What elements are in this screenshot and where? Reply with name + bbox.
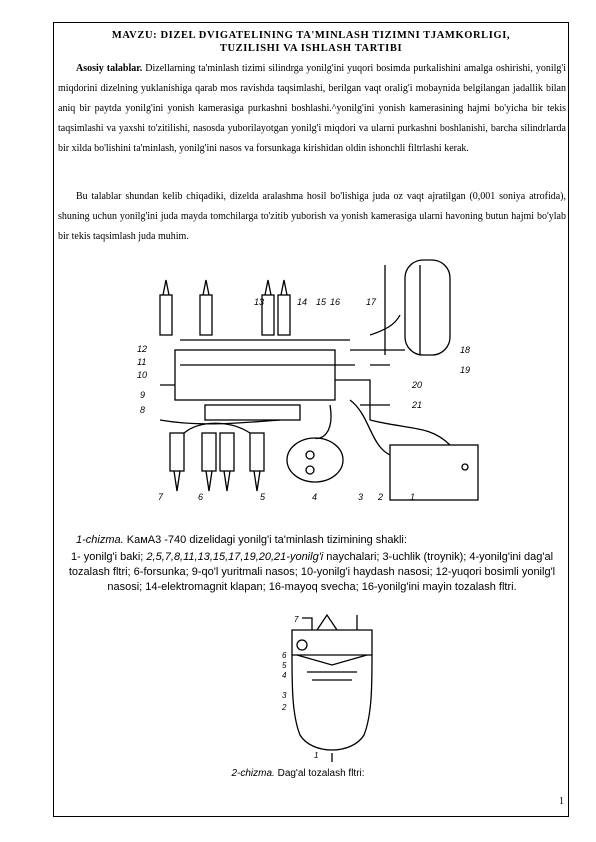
diagram-label-11: 11 bbox=[137, 357, 147, 367]
title-line-1: MAVZU: DIZEL DVIGATELINING TA'MINLASH TIZIMNI TJAMKORLIGI, bbox=[111, 30, 511, 41]
diagram-label-10: 10 bbox=[137, 370, 148, 380]
diagram-label-1: 1 bbox=[410, 492, 416, 502]
title-line-2: TUZILISHI VA ISHLASH TARTIBI bbox=[219, 43, 403, 54]
figure-2-caption bbox=[0, 768, 596, 779]
diagram-label-9: 9 bbox=[140, 390, 146, 400]
figure-2-caption-label: 2-chizma. bbox=[231, 768, 275, 779]
paragraph-reasons: Bu talablar shundan kelib chiqadiki, dizelda aralashma hosil bo'lishiga juda oz vaqt ajratilgan (0,001 soniya atrofida), shuning uchun yonilg'ini juda mayda tomchilarga to'zitib yuborish va yonish kamerasiga ularni havoning butun hajmi bo'ylab bir tekis taqsimlash juda muhim. bbox=[58, 191, 566, 242]
paragraph-requirements bbox=[58, 59, 566, 159]
figure-2-caption-text: Dag'al tozalash fltri: bbox=[274, 768, 365, 779]
diagram-label-12: 12 bbox=[137, 344, 148, 354]
filter-label-5: 5 bbox=[282, 661, 287, 670]
diagram-label-19: 19 bbox=[460, 365, 471, 375]
diagram-label-4: 4 bbox=[312, 492, 318, 502]
filter-label-4: 4 bbox=[282, 671, 287, 680]
high-pressure-pump bbox=[175, 350, 335, 400]
diagram-label-18: 18 bbox=[460, 345, 471, 355]
filter-bowl bbox=[292, 655, 372, 750]
diagram-label-5: 5 bbox=[260, 492, 266, 502]
paragraph-lead: Asosiy talablar. bbox=[76, 63, 143, 74]
upper-injectors bbox=[160, 280, 290, 335]
coarse-filter bbox=[287, 438, 343, 482]
diagram-label-6: 6 bbox=[198, 492, 204, 502]
legend-part-a: 1- yonilg'i baki; bbox=[70, 551, 147, 563]
filter-label-2: 2 bbox=[282, 703, 287, 712]
diagram-label-17: 17 bbox=[366, 297, 377, 307]
paragraph-body: Dizellarning ta'minlash tizimi silindrga yonilg'ini yuqori bosimda purkalishini amalga oshirishi, yonilg'i miqdorini dizelning yuklanishiga qarab mos ravishda taqsimlashi, berilgan vaqt oralig'i mobaynida belgilangan jadallik bilan aniq bir paytda yonilg'ini yonish kamerasiga purkashni boshlashi.^yonilg'ini yonish kamerasining hajmi bo'yicha bir tekis taqsimlashi va yaxshi to'zitilishi, nasosda yuborilayotgan yonilg'i miqdori va ularni purkashni boshlanishi, barcha silindrlarda bir xilda bo'lishini ta'minlash, yonilg'ini nasos va forsunkaga kirishidan oldin ishonchli filtrlashi kerak. bbox=[58, 63, 566, 154]
diagram-label-16: 16 bbox=[330, 297, 341, 307]
diagram-label-3: 3 bbox=[358, 492, 364, 502]
filter-label-1: 1 bbox=[314, 751, 319, 760]
figure-1-caption-text: KaмA3 -740 dizelidagi yonilg'i ta'minlash tizimining shakli: bbox=[123, 534, 407, 546]
legend-part-c: naychalari; 3-uchlik (troynik); 4-yonilg'ini dag'al tozalash fltri; 6-forsunka; 9-qo'l yuritmali nasos; 10-yonilg'i haydash nasosi; 12-yuqori bosimli yonilg'l nasosi; 14-elektromagnit klapan; 16-mayoq svecha; 16-yonilg'ini mayin tozalash fltri. bbox=[68, 551, 556, 593]
figure-1-caption bbox=[58, 533, 566, 548]
diagram-label-15: 15 bbox=[316, 297, 327, 307]
diagram-label-2: 2 bbox=[378, 492, 384, 502]
filter-head bbox=[292, 630, 372, 655]
page-title bbox=[55, 29, 567, 55]
diagram-label-14: 14 bbox=[297, 297, 308, 307]
diagram-label-20: 20 bbox=[412, 380, 423, 390]
diagram-label-7: 7 bbox=[158, 492, 164, 502]
figure-1-caption-label: 1-chizma. bbox=[76, 534, 124, 546]
diagram-label-13: 13 bbox=[254, 297, 265, 307]
coarse-filter-diagram bbox=[272, 610, 392, 765]
page-number: 1 bbox=[559, 796, 564, 807]
filter-label-6: 6 bbox=[282, 651, 287, 660]
diagram-label-21: 21 bbox=[412, 400, 423, 410]
figure-1-legend bbox=[56, 550, 568, 595]
legend-part-b: 2,5,7,8,11,13,15,17,19,20,21-yonilg'i bbox=[146, 551, 324, 563]
filter-label-3: 3 bbox=[282, 691, 287, 700]
diagram-label-8: 8 bbox=[140, 405, 146, 415]
fine-filter bbox=[405, 260, 450, 355]
fuel-system-diagram bbox=[120, 255, 480, 520]
filter-label-7: 7 bbox=[294, 615, 299, 624]
lower-injectors bbox=[170, 433, 264, 491]
fuel-tank bbox=[390, 445, 478, 500]
